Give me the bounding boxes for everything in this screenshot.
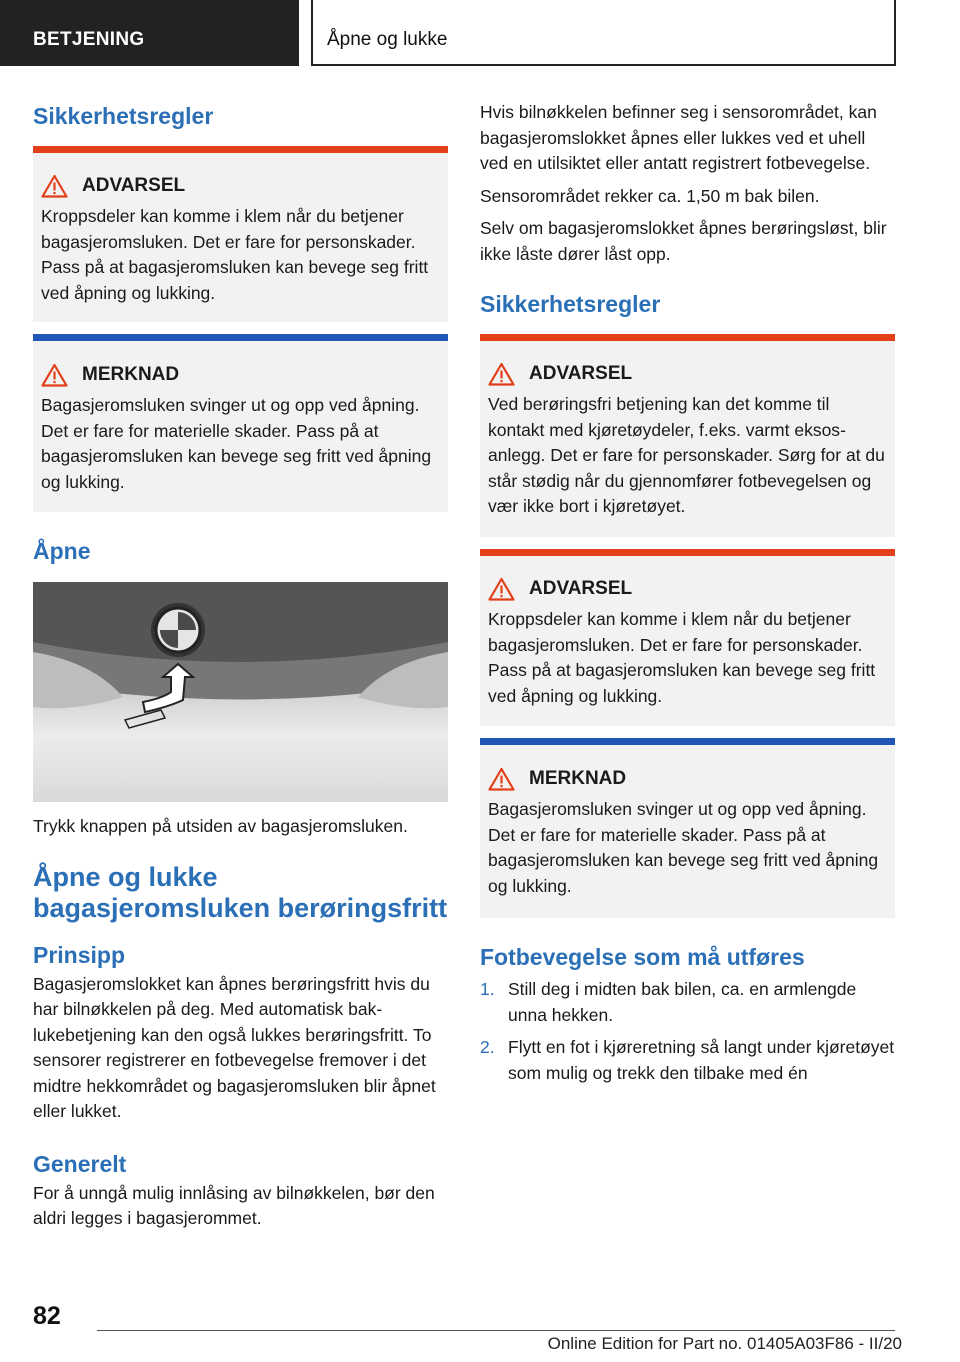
list-item: [480, 1035, 895, 1086]
note-box-right: [480, 738, 895, 918]
open-caption: Trykk knappen på utsiden av bagasjeromsluken.: [33, 816, 408, 836]
edition-note: Online Edition for Part no. 01405A03F86 - II/20: [547, 1334, 902, 1353]
header-chapter-label: Åpne og lukke: [327, 29, 448, 50]
warning-triangle-icon: [41, 174, 68, 198]
open-heading: Åpne: [33, 538, 91, 564]
left-column: [33, 100, 448, 1232]
touchless-heading: Åpne og lukke bagasjeromsluken berøringsfritt: [33, 861, 448, 923]
note-title: MERKNAD: [82, 364, 180, 385]
warning-triangle-icon: [488, 362, 515, 386]
right-column: [480, 100, 895, 1093]
warning-box-exhaust: [480, 334, 895, 537]
note-text: Bagasjeromsluken svinger ut og opp ved åpning. Det er fare for materielle skader. Pass på at bagasjeromsluken kan bevege seg fritt ved åpning og lukking.: [41, 395, 432, 492]
warning-box: [33, 146, 448, 322]
page-number: 82: [33, 1302, 61, 1330]
header-section-label: BETJENING: [33, 29, 145, 50]
sensor-range-paragraph: Sensorområdet rekker ca. 1,50 m bak bilen.: [480, 185, 820, 206]
note-title: MERKNAD: [529, 768, 627, 789]
principle-text: Bagasjeromslokket kan åpnes berøringsfritt hvis du har bilnøkkelen på deg. Med automatisk baklukebetjening kan den også lukkes berøringsfritt. To sensorer registrerer en fotbevegelse fremover i det midtre hekkområdet og bagasjeromsluken blir åpnet eller lukket.: [33, 973, 436, 1121]
general-text: For å unngå mulig innlåsing av bilnøkkelen, bør den aldri legges i bagasjerommet.: [33, 1182, 435, 1228]
warning-text: Kroppsdeler kan komme i klem når du betjener bagasjeromsluken. Det er fare for personskader. Pass på at bagasjeromsluken kan bevege seg fritt ved åpning og lukking.: [41, 206, 429, 303]
step-number: 2.: [480, 1037, 495, 1057]
safety-heading-right: Sikkerhetsregler: [480, 291, 661, 317]
warning-title: ADVARSEL: [82, 175, 186, 196]
list-item: [480, 977, 895, 1028]
step-text: Still deg i midten bak bilen, ca. en armlengde unna hekken.: [508, 979, 857, 1025]
header-section: [0, 0, 299, 66]
footer-divider: [97, 1330, 895, 1331]
general-heading: Generelt: [33, 1150, 127, 1177]
warning-triangle-icon: [488, 577, 515, 601]
sensor-paragraph: Hvis bilnøkkelen befinner seg i sensorområdet, kan bagasjeromslokket åpnes eller lukkes ved et uhell ved en utilsiktet eller antatt registrert fotbevegelse.: [480, 102, 877, 173]
note-text: Bagasjeromsluken svinger ut og opp ved åpning. Det er fare for materielle skader. Pass på at bagasjeromsluken kan bevege seg fritt ved åpning og lukking.: [488, 799, 879, 896]
step-number: 1.: [480, 979, 495, 999]
warning-text: Kroppsdeler kan komme i klem når du betjener bagasjeromsluken. Det er fare for personskader. Pass på at bagasjeromsluken kan bevege seg fritt ved åpning og lukking.: [488, 609, 876, 706]
principle-heading: Prinsipp: [33, 941, 126, 968]
tailgate-button-photo: [33, 582, 448, 802]
warning-text: Ved berøringsfri betjening kan det komme til kontakt med kjøretøydeler, f.eks. varmt eksosanlegg. Det er fare for personskader. Sørg for at du står stødig når du gjennomfører fotbevegelsen og vær ikke bort i kjøretøyet.: [488, 394, 885, 516]
doors-paragraph: Selv om bagasjeromslokket åpnes berøringsløst, blir ikke låste dører låst opp.: [480, 218, 887, 264]
caution-triangle-icon: [488, 767, 515, 791]
caution-triangle-icon: [41, 363, 68, 387]
warning-box-pinch: [480, 549, 895, 726]
note-box: [33, 334, 448, 512]
foot-movement-heading: Fotbevegelse som må utføres: [480, 944, 805, 970]
safety-heading: Sikkerhetsregler: [33, 103, 214, 129]
warning-title: ADVARSEL: [529, 363, 633, 384]
warning-title: ADVARSEL: [529, 578, 633, 599]
steps-list: [480, 977, 895, 1086]
header-chapter: [311, 0, 896, 66]
step-text: Flytt en fot i kjøreretning så langt under kjøretøyet som mulig og trekk den tilbake med én: [508, 1037, 895, 1083]
